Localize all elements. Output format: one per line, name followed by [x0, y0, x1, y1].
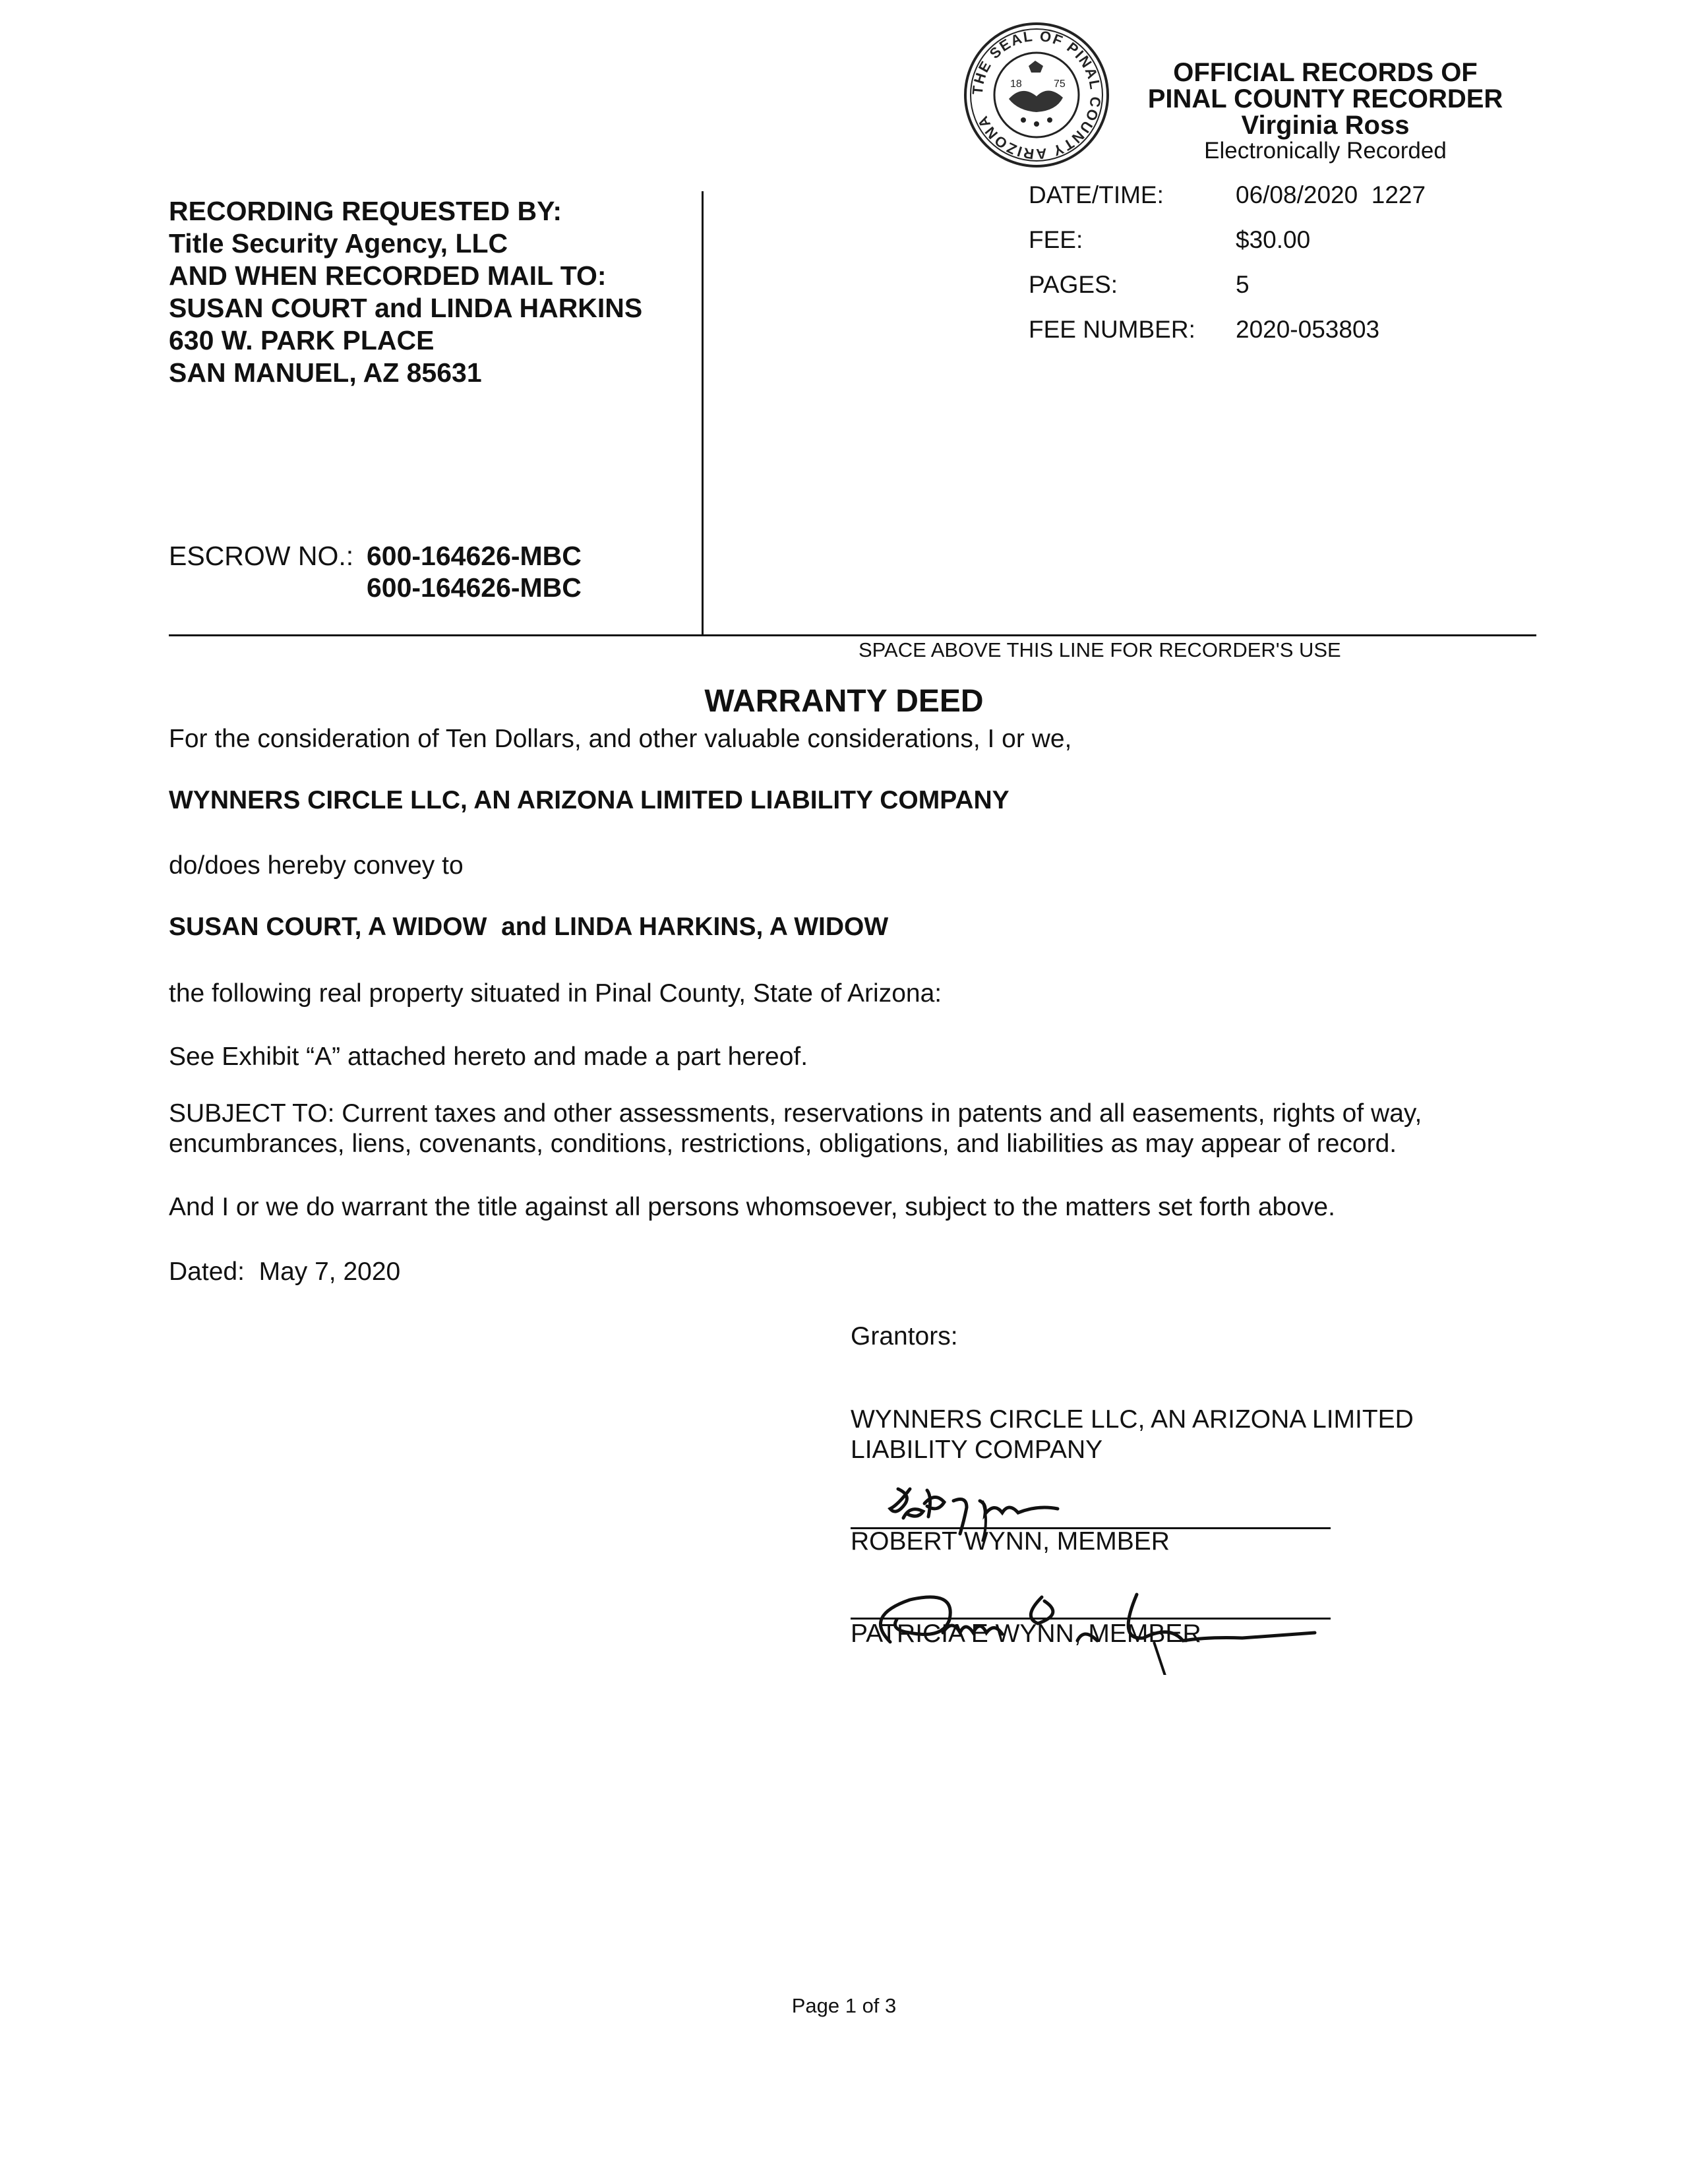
- warranty-text: And I or we do warrant the title against all persons whomsoever, subject to the matters set forth above.: [169, 1193, 1335, 1221]
- recorder-title-2: PINAL COUNTY RECORDER: [1147, 84, 1503, 113]
- recorder-divider-vertical: [702, 191, 704, 634]
- page-number: Page 1 of 3: [791, 1994, 897, 2017]
- recording-info-value: $30.00: [1236, 226, 1311, 253]
- consideration-text: For the consideration of Ten Dollars, and other valuable considerations, I or we,: [169, 725, 1072, 753]
- recorder-space-note: SPACE ABOVE THIS LINE FOR RECORDER'S USE: [859, 638, 1341, 661]
- recorder-name: Virginia Ross: [1241, 111, 1410, 140]
- recorder-divider-horizontal: [169, 634, 1536, 636]
- recording-info-label: DATE/TIME:: [1029, 181, 1164, 208]
- county-seal-icon: [963, 21, 1110, 169]
- recording-info-value: 2020-053803: [1236, 316, 1380, 343]
- recording-info-value: 06/08/2020 1227: [1236, 181, 1426, 208]
- recording-requested-block: [169, 195, 642, 389]
- escrow-number: 600-164626-MBC: [367, 541, 582, 571]
- mail-to-label: AND WHEN RECORDED MAIL TO:: [169, 260, 607, 291]
- recording-info-table: [1029, 173, 1426, 352]
- recording-requested-label: RECORDING REQUESTED BY:: [169, 196, 562, 226]
- mail-to-street: 630 W. PARK PLACE: [169, 325, 435, 355]
- recorder-title-1: OFFICIAL RECORDS OF: [1173, 58, 1478, 87]
- recorder-status: Electronically Recorded: [1204, 138, 1447, 164]
- property-text: the following real property situated in Pinal County, State of Arizona:: [169, 979, 942, 1008]
- grantors-label: Grantors:: [851, 1322, 958, 1350]
- svg-text:18: 18: [1010, 78, 1022, 90]
- dated-text: Dated: May 7, 2020: [169, 1258, 401, 1286]
- recording-info-row: [1029, 307, 1426, 352]
- recorder-header: [1121, 59, 1530, 164]
- recording-info-value: 5: [1236, 271, 1250, 298]
- svg-text:75: 75: [1054, 78, 1066, 90]
- signer-1-name: ROBERT WYNN, MEMBER: [851, 1527, 1170, 1556]
- grantor-company: WYNNERS CIRCLE LLC, AN ARIZONA LIMITED LIABILITY COMPANY: [851, 1405, 1414, 1464]
- recording-info-row: [1029, 262, 1426, 307]
- recording-info-row: [1029, 218, 1426, 262]
- convey-text: do/does hereby convey to: [169, 851, 464, 880]
- recording-info-label: FEE NUMBER:: [1029, 316, 1195, 343]
- recording-info-row: [1029, 173, 1426, 218]
- mail-to-name: SUSAN COURT and LINDA HARKINS: [169, 293, 643, 323]
- svg-text:THE SEAL OF PINAL COUNTY ARIZO: THE SEAL OF PINAL COUNTY ARIZONA: [969, 27, 1104, 163]
- escrow-label: ESCROW NO.:: [169, 541, 354, 571]
- document-title: WARRANTY DEED: [704, 684, 984, 719]
- escrow-number-repeat: 600-164626-MBC: [367, 572, 582, 603]
- mail-to-city: SAN MANUEL, AZ 85631: [169, 357, 482, 388]
- exhibit-text: See Exhibit “A” attached hereto and made a part hereof.: [169, 1043, 808, 1071]
- grantor-name: WYNNERS CIRCLE LLC, AN ARIZONA LIMITED LIABILITY COMPANY: [169, 786, 1010, 814]
- subject-to-text: SUBJECT TO: Current taxes and other assessments, reservations in patents and all easements, rights of way, encumbrances, liens, covenants, conditions, restrictions, obligations, and liabilities as may appear of record.: [169, 1099, 1422, 1158]
- recording-info-label: PAGES:: [1029, 271, 1118, 298]
- recording-info-label: FEE:: [1029, 226, 1083, 253]
- signer-2-name: PATRICIA E WYNN, MEMBER: [851, 1620, 1201, 1648]
- requesting-agency: Title Security Agency, LLC: [169, 228, 508, 258]
- grantee-names: SUSAN COURT, A WIDOW and LINDA HARKINS, A WIDOW: [169, 913, 889, 941]
